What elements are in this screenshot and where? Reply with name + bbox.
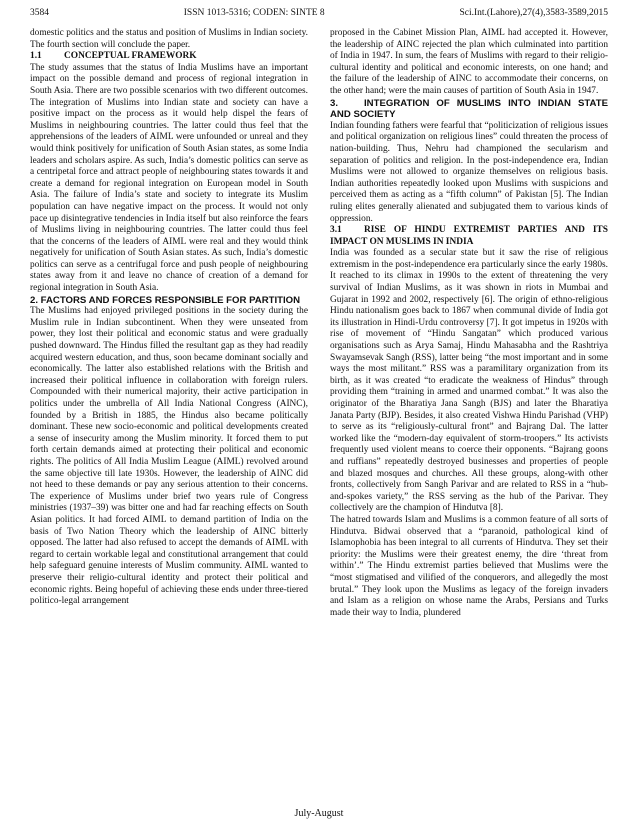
section-number: 1.1 [30,51,42,62]
section-title: CONCEPTUAL FRAMEWORK [64,51,197,62]
rise-paragraph: India was founded as a secular state but it saw the rise of religious extremism in the post-independence era particularly since the early 1980s. It reached to its climax in 1990s to the extent of threatening the very survival of Indian Muslims, as it was shown in riots in Mumbai and Gujarat in 1992 and 2002, respectively [6]. The origin of ethno-religious Hindu nationalism goes back to 1867 when communal divide of India got its illustration in Hindi-Urdu controversy [7]. It got impetus in 1920s with rise of movement of “Hindu Sangatan” which produced various organisations such as Arya Samaj, Hindu Mahasabha and the Rashtriya Swayamsevak Sangh (RSS), latter being “the most important and in some ways the most militant.” RSS was a paramilitary organization from its birth, as it was created “to eradicate the weakness of Hindus” through providing them “training in armed and unarmed combat.” It was also the originator of the Bharatiya Jana Sangh (BJS) and later the Bharatiya Janata Party (BJP). Besides, it also created Vishwa Hindu Parishad (VHP) to serve as its “religiously-cultural front” and Bajrang Dal. The latter worked like the “modern-day equivalent of storm-troopers.” Its activists frequently used violent means to coerce their opponents. “Bajrang goons and ruffians” repeatedly destroyed businesses and properties of people and blazed mosques and churches. All these groups, along-with other fronts, collectively from Sangh Parivar and are related to RSS in a “hub-and-spokes variety,” the RSS serving as the hub of the Parivar. They collectively are the champion of Hindutva [8]. [330,248,608,514]
section-3-heading [330,98,608,121]
integration-paragraph: Indian founding fathers were fearful that “politicization of religious issues and political organization on religious lines” could threaten the process of nation-building. Thus, Nehru had championed the secularism and separation of politics and religion. In the post-independence era, Indian Muslims were not allowed to organize themselves on religious basis. Indian authorities repeatedly looked upon Muslims with suspicions and perceived them as acting as a “fifth column” of Pakistan [5]. The Indian ruling elites generally alienated and subjugated them to various kinds of oppression. [330,120,608,224]
intro-paragraph: domestic politics and the status and position of Muslims in Indian society. The fourth section will conclude the paper. [30,28,308,50]
section-title: RISE OF HINDU EXTREMIST PARTIES AND ITS IMPACT ON MUSLIMS IN INDIA [330,225,608,247]
right-column [330,28,608,619]
section-2-heading: 2. FACTORS AND FORCES RESPONSIBLE FOR PARTITION [30,294,301,306]
section-title: INTEGRATION OF MUSLIMS INTO INDIAN STATE AND SOCIETY [330,97,608,121]
section-number: 3. [330,97,339,109]
partition-paragraph: The Muslims had enjoyed privileged positions in the society during the Muslim rule in Indian subcontinent. When they were unseated from power, they lost their political and economic status and were gradually pushed downward. The Hindus filled the resultant gap as they had readily acquired western education, and thus, soon became dominant socially and economically. The latter also established relations with the British and increased their political influence in collaboration with foreign rulers. Compounded with their numerical majority, their active participation in politics under the umbrella of All India National Congress (AINC), founded by a British in 1885, the Hindus also became politically dominant. These new socio-economic and political developments created a sense of insecurity among the Muslim minority. It forced them to put forth certain demands aimed at protecting their political and economic rights. The politics of All India Muslim League (AIML) revolved around the same objective till late 1930s. However, the leadership of AINC did not heed to these demands or pay any serious attention to their concerns. The experience of Muslims under brief two years rule of Congress ministries (1937–39) was bitter one and had far reaching effects on South Asian politics. It had forced AIML to demand partition of India on the basis of Two Nation Theory which the leadership of AINC bitterly opposed. The latter had also refused to accept the demands of AIML with regard to certain workable legal and constitutional arrangement that could help safeguard genuine interests of Muslim community. AIML wanted to preserve their religio-cultural identity and protect their political and economic rights. Being hopeful of achieving these ends under three-tiered politico-legal arrangement [30,306,308,607]
framework-paragraph: The study assumes that the status of India Muslims have an important impact on the possible demand and process of regional integration in South Asia. There are two possible scenarios with two different outcomes. The integration of Muslims into Indian state and society can have a positive impact on the process as it would help dispel the fears of Muslims in neighbouring countries. The latter could thus feel that the apprehensions of the leaders of AIML were unfounded or unreal and they would think positively for unification of South Asian states, as some India leaders and scholars aspire. As such, India’s domestic politics can serve as a centripetal force and attract people of neighbouring states towards it and create a demand for regional integration on European model in South Asia. The failure of India’s state and society to integrate its Muslim population can have negative impact on the process. It would not only pace up disintegrative tendencies in India itself but also reinforce the fears of Muslims living in neighbouring countries. The latter could thus feel that the concerns of the leaders of AIML were real and they would think negatively for unification of South Asian states. As such, India’s domestic politics can serve as a centrifugal force and push people of neighbouring states away from it and leave no chance of creation of a demand for regional integration in South Asia. [30,62,308,294]
section-3-1-heading [330,225,608,248]
continued-paragraph: proposed in the Cabinet Mission Plan, AIML had accepted it. However, the leadership of AINC rejected the plan which culminated into partition of India in 1947. In sum, the fears of Muslims with regard to their religio-cultural identity and political and economic interests, on one hand; and the failure of the leadership of AINC to accommodate their concerns, on the other hand; were the main causes of partition of South Asia in 1947. [330,28,608,96]
journal-citation: Sci.Int.(Lahore),27(4),3583-3589,2015 [459,8,608,18]
left-column [30,28,308,608]
journal-issn: ISSN 1013-5316; CODEN: SINTE 8 [183,8,325,18]
page-footer: July-August [294,808,344,819]
hatred-paragraph: The hatred towards Islam and Muslims is a common feature of all sorts of Hindutva. Bidwai observed that a “paranoid, pathological kind of Islamophobia has been integral to all currents of Hindutva. They set their priority: the Muslims were their greatest enemy, the dire ‘threat from within’.” The Hindu extremist parties believed that Muslims were the “most stigmatised and vilified of the conquerors, and allegedly the most brutal.” They look upon the Muslims as legacy of the foreign invaders and Islam as a religion on whose name the Arabs, Persians and Turks made their way to India, plundered [330,514,608,618]
section-number: 3.1 [330,225,342,236]
page-header [30,8,608,24]
page-number: 3584 [30,8,49,18]
section-1-1-heading [30,51,308,63]
